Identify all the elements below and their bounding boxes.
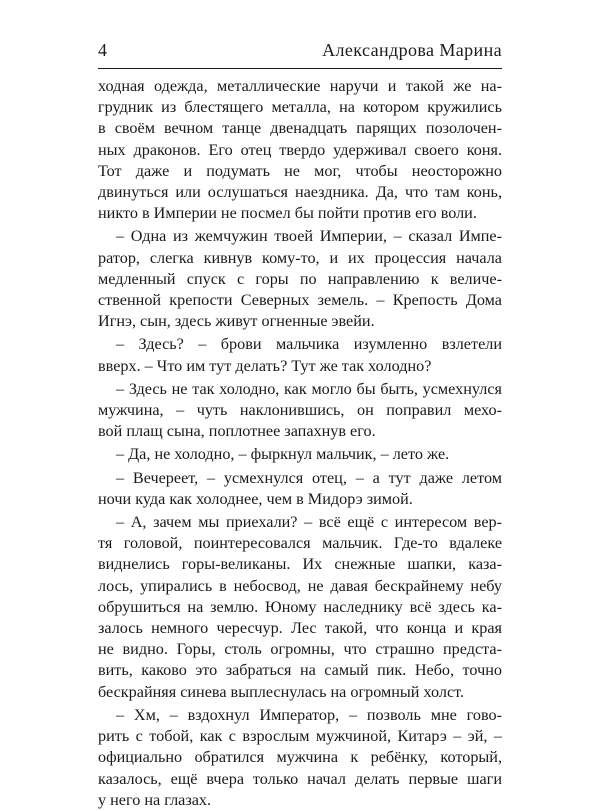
text-line: вой плащ сына, поплотнее запахнув его. [98,422,376,441]
text-line: медленный спуск с горы по направлению к величе- [98,269,502,288]
text-line: не видно. Горы, столь огромны, что страшно предста- [98,640,502,659]
text-line: бескрайняя синева выплеснулась на огромный холст. [98,682,465,701]
text-line: у него на глазах. [98,790,212,809]
page-header [98,40,502,64]
text-line: виднелись горы-великаны. Их снежные шапки, каза- [98,555,502,574]
text-line: тя головой, поинтересовался мальчик. Где-то вдалеке [98,534,502,553]
text-line: Тот даже и подумать не мог, чтобы неосторожно [98,161,502,180]
text-line: ных драконов. Его отец твердо удерживал своего коня. [98,140,502,159]
text-line: – Здесь не так холодно, как могло бы быть, усмехнулся [116,379,502,398]
text-line: мужчина, – чуть наклонившись, он поправил мехо- [98,401,502,420]
text-line: лось, упирались в небосвод, не давая бескрайнему небу [98,576,502,595]
text-line: двинуться или ослушаться наездника. Да, что там конь, [98,183,502,202]
paragraph [98,334,502,376]
text-line: – Да, не холодно, – фыркнул мальчик, – лето же. [116,445,450,464]
text-line: казалось, ещё вчера только начал делать первые шаги [98,769,502,788]
body-text [98,76,502,811]
paragraph [98,379,502,443]
text-line: Игнэ, сын, здесь живут огненные эвейи. [98,312,375,331]
text-line: вверх. – Что им тут делать? Тут же так холодно? [98,356,432,375]
text-line: – Здесь? – брови мальчика изумленно взлетели [116,335,502,354]
text-line: в своём вечном танце двенадцать парящих позолочен- [98,119,502,138]
text-line: ственной крепости Северных земель. – Крепость Дома [98,291,502,310]
paragraph [98,444,502,465]
text-line: ратор, слегка кивнув кому-то, и их процессия начала [98,248,502,267]
paragraph [98,76,502,224]
paragraph [98,226,502,332]
text-line: – Одна из жемчужин твоей Империи, – сказал Импе- [116,227,502,246]
text-line: – Вечереет, – усмехнулся отец, – а тут даже летом [116,468,502,487]
text-line: обрушиться на землю. Юному наследнику всё здесь ка- [98,597,502,616]
text-line: залось немного чересчур. Лес такой, что конца и края [98,619,502,638]
header-rule [98,68,502,69]
running-title: Александрова Марина [322,40,502,60]
text-line: вить, каково это забраться на самый пик. Небо, точно [98,661,502,680]
text-line: ходная одежда, металлические наручи и такой же на- [98,77,502,95]
text-line: ночи куда как холоднее, чем в Мидорэ зимой. [98,489,413,508]
paragraph [98,512,502,703]
paragraph [98,705,502,811]
text-line: грудник из блестящего металла, на котором кружились [98,98,502,117]
text-line: официально обратился мужчина к ребёнку, который, [98,748,502,767]
text-line: рить с тобой, как с взрослым мужчиной, Китарэ – эй, – [98,727,502,746]
text-line: – Хм, – вздохнул Император, – позволь мне гово- [116,705,502,724]
text-line: никто в Империи не посмел бы пойти против его воли. [98,204,477,223]
paragraph [98,468,502,510]
page-number: 4 [98,40,108,60]
text-line: – А, зачем мы приехали? – всё ещё с интересом вер- [116,513,502,532]
